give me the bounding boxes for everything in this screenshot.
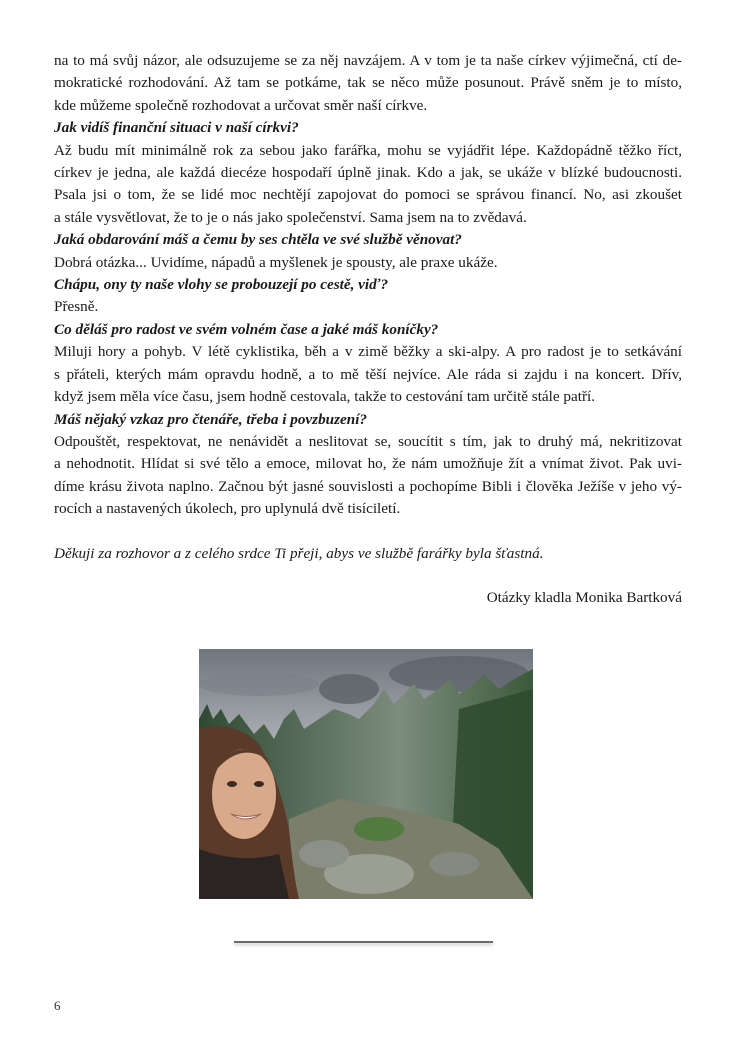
text-line: Psala jsi o tom, že se lidé moc nechtějí zapojovat do pomoci se správou financí. No, asi zkoušet <box>54 186 682 204</box>
text-line: Dobrá otázka... Uvidíme, nápadů a myšlenek je spousty, ale praxe ukáže. <box>54 253 498 271</box>
text-line: s přáteli, kterých mám opravdu hodně, a to mě těší nejvíce. Ale ráda si zajdu i na koncert. Dřív, <box>54 365 682 383</box>
photo-illustration <box>199 649 533 899</box>
answer-paragraph <box>54 296 682 318</box>
text-line: Miluji hory a pohyb. V létě cyklistika, běh a v zimě běžky a ski-alpy. A pro radost je to setkávání <box>54 343 682 361</box>
text-line: kde můžeme společně rozhodovat a určovat směr naší církve. <box>54 96 428 114</box>
text-line: rocích a nastavených úkolech, pro uplynulá dvě tisíciletí. <box>54 500 401 518</box>
text-line: a stále vysvětlovat, že to je o nás jako společenství. Sama jsem na to zvědavá. <box>54 208 527 226</box>
question-heading: Co děláš pro radost ve svém volném čase a jaké máš koníčky? <box>54 320 439 338</box>
text-line: a nehodnotit. Hlídat si své tělo a emoce, milovat ho, že nám umožňuje žít a vnímat život. Pak uvi- <box>54 455 682 473</box>
answer-paragraph <box>54 431 682 521</box>
text-line: na to má svůj názor, ale odsuzujeme se za něj navzájem. A v tom je ta naše církev výjimečná, ctí de- <box>54 52 682 69</box>
section-divider <box>234 941 493 943</box>
text-line: církev je jedna, ale každá diecéze hospodaří úplně jinak. Kdo a jak, se ukáže v blízké budoucnosti. <box>54 164 682 182</box>
text-line: Odpouštět, respektovat, ne nenávidět a neslitovat se, soucítit s tím, jak to druhý má, nekritizovat <box>54 432 682 450</box>
answer-paragraph <box>54 341 682 408</box>
question-heading: Jaká obdarování máš a čemu by ses chtěla ve své službě věnovat? <box>54 231 462 249</box>
author-signature: Otázky kladla Monika Bartková <box>486 588 682 606</box>
text-line: Až budu mít minimálně rok za sebou jako farářka, mohu se vyjádřit lépe. Každopádně těžko říct, <box>54 141 682 159</box>
interview-photo <box>199 649 533 899</box>
article-body <box>54 50 682 609</box>
text-line: mokratické rozhodování. Až tam se potkáme, tak se něco může posunout. Právě sněm je to místo, <box>54 74 682 92</box>
text-line: když jsem měla více času, jsem hodně cestovala, takže to cestování tam určitě stále patří. <box>54 388 596 406</box>
text-line: Přesně. <box>54 298 99 316</box>
question-heading: Jak vidíš finanční situaci v naší církvi? <box>54 119 299 137</box>
answer-paragraph <box>54 252 682 274</box>
closing-thanks: Děkuji za rozhovor a z celého srdce Ti přeji, abys ve službě farářky byla šťastná. <box>54 544 544 562</box>
page-number: 6 <box>54 998 61 1013</box>
question-heading: Chápu, ony ty naše vlohy se probouzejí po cestě, viď? <box>54 276 389 294</box>
intro-paragraph <box>54 50 682 117</box>
question-heading: Máš nějaký vzkaz pro čtenáře, třeba i povzbuzení? <box>54 410 368 428</box>
answer-paragraph <box>54 140 682 230</box>
text-line: díme krásu života naplno. Začnou být jasné souvislosti a pochopíme Bibli i člověka Ježíše v jeho vý- <box>54 477 682 495</box>
